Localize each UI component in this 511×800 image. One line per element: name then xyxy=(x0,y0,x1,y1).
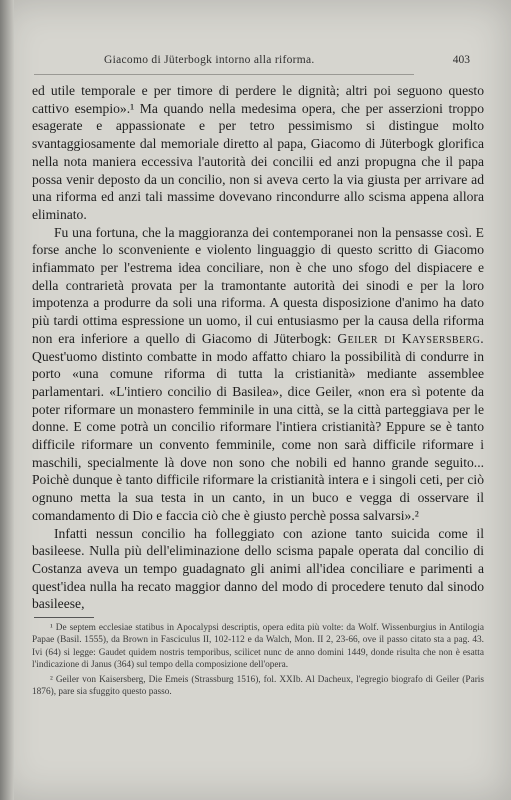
footnote-rule xyxy=(34,617,94,618)
paragraph-2-text-b: Quest'uomo distinto combatte in modo affatto chiaro la possibilità di condurre in porto «una comune riforma di tutta la cristianità» mediante assemblee parlamentari. «L'intiero concilio di Basilea», dice Geiler, «non era sì potente da poter riformare un monastero femminile in una città, se la città parteggiava per le donne. E come potrà un concilio riformare l'intiera cristianità? Eppure se è tanto difficile riformare un convento femminile, come non sarà difficile riformare i maschili, specialmente là dove non sono che nobili ed hanno grande seguito... Poichè dunque è tanto difficile riformare la cristianità intera e i singoli ceti, per ciò ognuno metta la sua testa in un canto, in un buco e vegga di osservare il comandamento di Dio e faccia ciò che è giusto perchè possa salvarsi».² xyxy=(32,348,484,523)
page-header xyxy=(34,50,482,68)
header-rule xyxy=(34,74,414,75)
author-name-geiler: Geiler di Kaysersberg. xyxy=(337,330,485,346)
running-title: Giacomo di Jüterbogk intorno alla riforma. xyxy=(104,54,315,66)
main-text xyxy=(32,82,484,613)
page-edge-shadow xyxy=(0,0,14,800)
footnote-2: ² Geiler von Kaisersberg, Die Emeis (Strassburg 1516), fol. XXIb. Al Dacheux, l'egregio biografo di Geiler (Paris 1876), pare sia sfuggito questo passo. xyxy=(32,674,484,698)
paragraph-1: ed utile temporale e per timore di perdere le dignità; altri poi seguono questo cattivo esempio».¹ Ma quando nella medesima opera, che per asserzioni troppo esagerate e appassionate e per tetro pessimismo si distingue molto svantaggiosamente dal memoriale diretto al papa, Giacomo di Jüterbogk glorifica nella nota maniera eccessiva l'autorità dei concilii ed anzi propugna che il papa possa venir deposto da un concilio, non si aveva certo la via giusta per arrivare ad una riforma ed anzi tali massime dovevano rincondurre allo scisma appena allora eliminato. xyxy=(32,83,484,222)
footnotes xyxy=(32,622,484,698)
paragraph-3: Infatti nessun concilio ha folleggiato con azione tanto suicida come il basileese. Nulla più dell'eliminazione dello scisma papale operata dal concilio di Costanza aveva un tempo guadagnato gli animi all'idea conciliare e parimenti a quest'idea nulla ha recato maggior danno del modo di procedere tenuto dal sinodo basileese, xyxy=(32,525,484,612)
page-number: 403 xyxy=(452,54,470,66)
paragraph-2-text-a: Fu una fortuna, che la maggioranza dei contemporanei non la pensasse così. E forse anche lo sconveniente e violento linguaggio di questo scritto di Giacomo infiammato per l'estrema idea conciliare, non è che uno sfogo del dispiacere e della contrarietà provata per la tramontante autorità dei sinodi e per la loro impotenza a produrre da soli una riforma. A questa disposizione d'animo ha dato più tardi ottima espressione un uomo, il cui entusiasmo per la causa della riforma non era inferiore a quello di Giacomo di Jüterbogk: xyxy=(32,224,484,346)
footnote-1: ¹ De septem ecclesiae statibus in Apocalypsi descriptis, opera edita più volte: da Wolf. Wissenburgius in Antilogia Papae (Basil. 1555), da Brown in Fasciculus II, 102-112 e da Walch, Mon. II 2, 23-66, ove il passo citato sta a pag. 43. Ivi (64) si legge: Gaudet quidem nostris temporibus, scilicet nunc de anno domini 1449, donde risulta che non è esatta l'indicazione di Janus (364) sul tempo della composizione dell'opera. xyxy=(32,623,484,671)
paragraph-2 xyxy=(32,224,484,525)
